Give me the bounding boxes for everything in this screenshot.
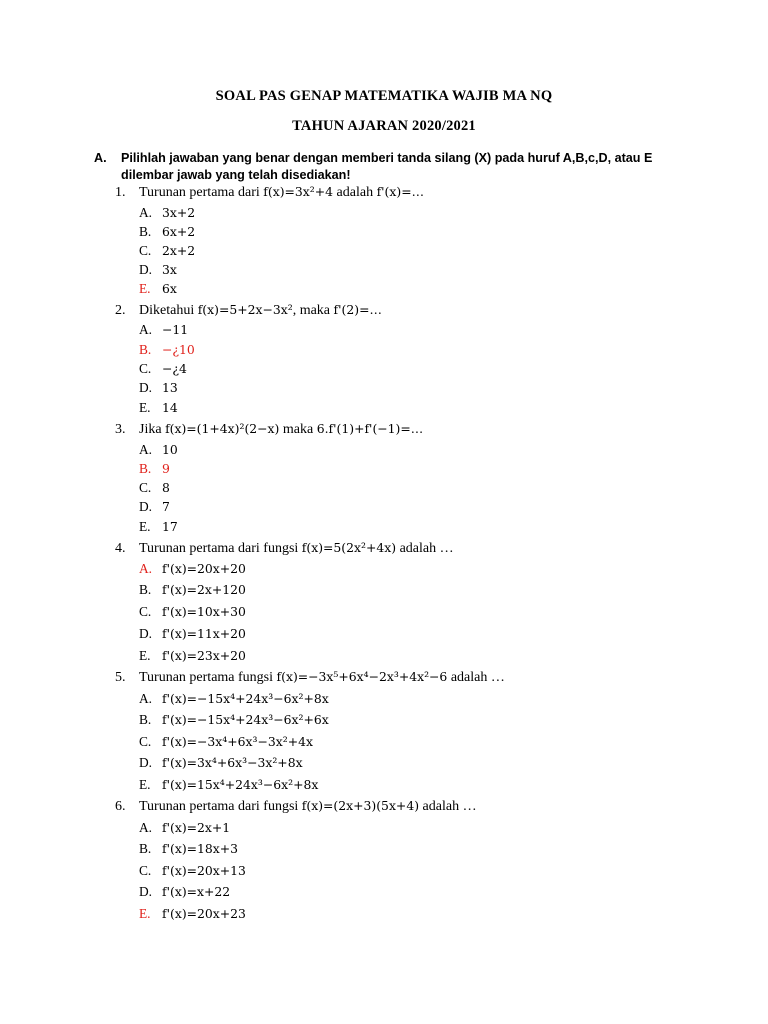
option-1a[interactable] (139, 205, 195, 221)
option-letter: E. (139, 906, 151, 921)
option-value: f'(x)=−15x⁴+24x³−6x²+6x (162, 712, 329, 727)
question-text: adalah (333, 185, 377, 200)
instruction-text: Pilihlah jawaban yang benar dengan memberi tanda silang (X) pada huruf A,B,c,D, atau E dilembar jawab yang telah disediakan! (121, 151, 653, 182)
option-value: 10 (162, 442, 178, 457)
option-value: f'(x)=10x+30 (162, 604, 246, 619)
option-value: f'(x)=x+22 (162, 884, 231, 899)
option-value: f'(x)=20x+23 (162, 906, 246, 921)
question-text: adalah … (396, 541, 454, 556)
option-6e-answer[interactable] (139, 906, 246, 922)
question-3 (115, 421, 423, 438)
option-letter: B. (139, 461, 152, 476)
question-text: , maka (292, 303, 334, 318)
option-letter: E. (139, 519, 151, 534)
option-letter: D. (139, 380, 153, 395)
option-3b-answer[interactable] (139, 461, 170, 477)
question-number: 3. (115, 422, 126, 437)
question-text: Turunan pertama dari fungsi (139, 799, 302, 814)
option-letter: B. (139, 224, 152, 239)
option-2a[interactable] (139, 322, 188, 338)
question-number: 1. (115, 185, 126, 200)
option-5c[interactable] (139, 734, 313, 750)
question-text: Turunan pertama dari fungsi (139, 541, 302, 556)
option-value: 13 (162, 380, 178, 395)
option-letter: A. (139, 322, 153, 337)
option-value: −¿10 (162, 342, 195, 357)
option-letter: C. (139, 734, 152, 749)
option-value: 7 (162, 499, 170, 514)
option-letter: B. (139, 582, 152, 597)
option-value: f'(x)=2x+1 (162, 820, 231, 835)
academic-year: TAHUN AJARAN 2020/2021 (292, 118, 476, 134)
option-value: f'(x)=20x+13 (162, 863, 246, 878)
option-letter: E. (139, 777, 151, 792)
option-value: f'(x)=15x⁴+24x³−6x²+8x (162, 777, 319, 792)
page-title: SOAL PAS GENAP MATEMATIKA WAJIB MA NQ (215, 88, 553, 104)
option-letter: E. (139, 648, 151, 663)
section-label: A. (94, 151, 107, 165)
question-5 (115, 669, 505, 686)
option-letter: A. (139, 820, 153, 835)
option-value: f'(x)=11x+20 (162, 626, 246, 641)
question-text: Turunan pertama dari (139, 185, 264, 200)
option-2d[interactable] (139, 380, 178, 396)
option-letter: B. (139, 841, 152, 856)
option-6b[interactable] (139, 841, 238, 857)
option-value: 2x+2 (162, 243, 196, 258)
option-3e[interactable] (139, 519, 178, 535)
question-text: adalah … (447, 670, 505, 685)
option-1e-answer[interactable] (139, 281, 177, 297)
option-value: 14 (162, 400, 178, 415)
option-value: f'(x)=18x+3 (162, 841, 239, 856)
option-letter: D. (139, 755, 153, 770)
option-value: f'(x)=3x⁴+6x³−3x²+8x (162, 755, 303, 770)
option-value: 3x (162, 262, 177, 277)
option-value: −11 (162, 322, 189, 337)
option-5d[interactable] (139, 755, 303, 771)
question-math: f(x)=(2x+3)(5x+4) (301, 798, 420, 813)
option-letter: C. (139, 604, 152, 619)
option-1c[interactable] (139, 243, 195, 259)
option-letter: D. (139, 884, 153, 899)
option-letter: C. (139, 480, 152, 495)
question-number: 6. (115, 799, 126, 814)
option-letter: A. (139, 442, 153, 457)
option-value: 9 (162, 461, 170, 476)
option-3c[interactable] (139, 480, 170, 496)
question-1 (115, 184, 424, 201)
question-math: f'(2)=… (333, 302, 382, 317)
option-letter: E. (139, 281, 151, 296)
option-5e[interactable] (139, 777, 318, 793)
option-4c[interactable] (139, 604, 246, 620)
question-math: f(x)=5(2x²+4x) (301, 540, 397, 555)
option-letter: B. (139, 712, 152, 727)
option-value: f'(x)=−15x⁴+24x³−6x²+8x (162, 691, 329, 706)
option-4d[interactable] (139, 626, 246, 642)
option-value: f'(x)=20x+20 (162, 561, 246, 576)
option-1b[interactable] (139, 224, 195, 240)
question-math: f'(x)=… (376, 184, 424, 199)
question-math: f(x)=−3x⁵+6x⁴−2x³+4x²−6 (276, 669, 448, 684)
question-text: Diketahui (139, 303, 198, 318)
option-letter: D. (139, 626, 153, 641)
question-math: f(x)=3x²+4 (263, 184, 334, 199)
option-letter: D. (139, 499, 153, 514)
option-letter: C. (139, 243, 152, 258)
option-letter: A. (139, 561, 153, 576)
option-value: f'(x)=23x+20 (162, 648, 246, 663)
option-6a[interactable] (139, 820, 230, 836)
option-2b-answer[interactable] (139, 342, 195, 358)
question-text: Turunan pertama fungsi (139, 670, 277, 685)
question-text: maka (279, 422, 317, 437)
option-value: 8 (162, 480, 170, 495)
option-letter: A. (139, 205, 153, 220)
option-letter: D. (139, 262, 153, 277)
question-math: 6.f'(1)+f'(−1)=… (316, 421, 424, 436)
question-number: 4. (115, 541, 126, 556)
question-4 (115, 540, 454, 557)
option-letter: E. (139, 400, 151, 415)
question-text: Jika (139, 422, 166, 437)
option-4a-answer[interactable] (139, 561, 246, 577)
option-value: −¿4 (162, 361, 187, 376)
option-value: 3x+2 (162, 205, 196, 220)
option-3d[interactable] (139, 499, 170, 515)
question-number: 2. (115, 303, 126, 318)
option-4b[interactable] (139, 582, 246, 598)
option-5a[interactable] (139, 691, 329, 707)
option-2c[interactable] (139, 361, 187, 377)
option-letter: A. (139, 691, 153, 706)
option-3a[interactable] (139, 442, 178, 458)
option-value: 17 (162, 519, 178, 534)
option-1d[interactable] (139, 262, 177, 278)
question-6 (115, 798, 477, 815)
option-value: f'(x)=2x+120 (162, 582, 246, 597)
option-letter: B. (139, 342, 152, 357)
option-value: 6x+2 (162, 224, 196, 239)
option-letter: C. (139, 361, 152, 376)
question-text: adalah … (419, 799, 477, 814)
option-4e[interactable] (139, 648, 246, 664)
option-value: 6x (162, 281, 177, 296)
question-math: f(x)=5+2x−3x² (197, 302, 293, 317)
instruction (94, 150, 664, 184)
question-number: 5. (115, 670, 126, 685)
option-5b[interactable] (139, 712, 329, 728)
option-letter: C. (139, 863, 152, 878)
option-6c[interactable] (139, 863, 246, 879)
option-6d[interactable] (139, 884, 230, 900)
question-math: f(x)=(1+4x)²(2−x) (165, 421, 280, 436)
option-value: f'(x)=−3x⁴+6x³−3x²+4x (162, 734, 313, 749)
option-2e[interactable] (139, 400, 178, 416)
question-2 (115, 302, 382, 319)
